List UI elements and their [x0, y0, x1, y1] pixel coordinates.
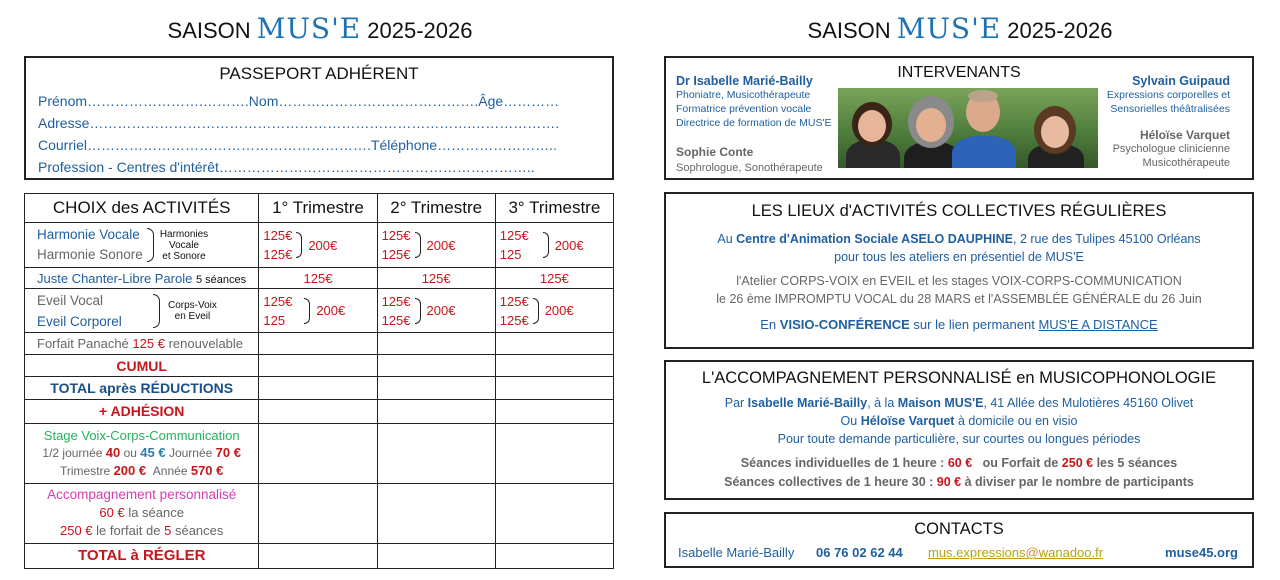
t3-juste-chanter-price[interactable]: 125€ — [495, 268, 613, 289]
half-day-price-alt: 45 € — [140, 444, 166, 460]
lieux-box — [664, 192, 1254, 349]
cumul-label: CUMUL — [25, 355, 259, 377]
accomp-cell[interactable] — [25, 483, 259, 543]
accomp-text: à domicile ou en visio — [957, 414, 1078, 428]
harmonie-sonore-label[interactable]: Harmonie Sonore — [37, 247, 143, 263]
t1-cumul-cell[interactable] — [259, 355, 377, 377]
person-figure — [952, 136, 1016, 168]
t1-accomp-cell[interactable] — [259, 483, 377, 543]
t3-eveil-price[interactable] — [495, 289, 613, 333]
trimester-price: 200 € — [113, 462, 147, 478]
sessions-count: 5 séances — [195, 273, 247, 286]
price-total: 200€ — [426, 237, 456, 253]
accomp-text: Séances individuelles de 1 heure : — [740, 456, 945, 470]
trimester-2-header: 2° Trimestre — [377, 194, 495, 223]
price-total: 200€ — [308, 237, 338, 253]
table-row-harmonies — [25, 223, 614, 268]
t2-total-cell[interactable] — [377, 543, 495, 568]
stage-cell[interactable] — [25, 423, 259, 483]
t2-adhesion-cell[interactable] — [377, 400, 495, 423]
t3-accomp-cell[interactable] — [495, 483, 613, 543]
price-total: 200€ — [426, 303, 456, 319]
price-brace — [415, 298, 421, 324]
intervenant-role: Musicothérapeute — [1142, 157, 1230, 169]
accomp-text: à diviser par le nombre de participants — [964, 475, 1194, 489]
price-a: 125€ — [499, 293, 529, 309]
year-label: Année — [152, 463, 188, 478]
price-brace — [543, 232, 549, 258]
accomp-line-1 — [666, 394, 1252, 412]
practitioner-name: Isabelle Marié-Bailly — [747, 396, 868, 410]
table-row-juste-chanter — [25, 268, 614, 289]
passport-profession-line[interactable]: Profession - Centres d'intérêt………………………………………………………….. — [38, 159, 535, 175]
muse-distance-link[interactable]: MUS'E A DISTANCE — [1038, 317, 1158, 332]
price-a: 125€ — [381, 228, 411, 244]
t3-total-cell[interactable] — [495, 543, 613, 568]
accomp-line-3: Pour toute demande particulière, sur courtes ou longues périodes — [777, 432, 1141, 446]
price-b: 125€ — [499, 312, 529, 328]
day-label: Journée — [168, 445, 213, 460]
intervenant-role: Sensorielles théâtralisées — [1110, 103, 1230, 115]
intervenant-role: Psychologue clinicienne — [1112, 143, 1230, 155]
price-a: 125€ — [263, 293, 293, 309]
harmonie-vocale-label[interactable]: Harmonie Vocale — [37, 227, 140, 243]
t1-juste-chanter-price[interactable]: 125€ — [259, 268, 377, 289]
passport-box — [24, 56, 614, 180]
passport-address-line[interactable]: Adresse……………………………………………………………………….………………. — [38, 115, 560, 131]
intervenant-name: Héloïse Varquet — [1139, 128, 1230, 142]
right-page-title — [790, 12, 1130, 45]
harmonies-cell — [25, 223, 259, 268]
price-b: 125 — [263, 312, 286, 328]
table-header-row — [25, 194, 614, 223]
table-row-accompagnement — [25, 483, 614, 543]
half-day-label: 1/2 journée — [42, 445, 103, 460]
package-label: le forfait de — [96, 523, 161, 539]
t2-forfait-cell[interactable] — [377, 333, 495, 355]
group-label-line: Harmonies — [159, 228, 209, 240]
t2-stage-cell[interactable] — [377, 423, 495, 483]
intervenant-role: Phoniatre, Musicothérapeute — [676, 89, 811, 101]
t3-stage-cell[interactable] — [495, 423, 613, 483]
group-brace — [153, 294, 160, 328]
table-row-adhesion — [25, 400, 614, 423]
t3-adhesion-cell[interactable] — [495, 400, 613, 423]
t2-accomp-cell[interactable] — [377, 483, 495, 543]
package-price: 250 € — [1061, 456, 1094, 470]
stage-title: Stage Voix-Corps-Communication — [43, 427, 240, 443]
venue-address: , 2 rue des Tulipes 45100 Orléans — [1013, 232, 1201, 246]
accompagnement-box — [664, 360, 1254, 500]
venue-name: Maison MUS'E — [897, 396, 984, 410]
accomp-text: Séances collectives de 1 heure 30 : — [724, 475, 934, 489]
price-brace — [304, 298, 310, 324]
accomp-text: Ou — [840, 414, 858, 428]
eveil-corporel-label[interactable]: Eveil Corporel — [37, 313, 122, 329]
eveil-vocal-label[interactable]: Eveil Vocal — [37, 292, 104, 308]
brand-logo: MUS'E — [896, 12, 1002, 45]
passport-contact-line[interactable]: Courriel…………………………………………………….Téléphone…………………….. — [38, 137, 557, 153]
lieux-line-5 — [666, 316, 1252, 334]
accompagnement-heading: L'ACCOMPAGNEMENT PERSONNALISÉ en MUSICOPHONOLOGIE — [701, 369, 1217, 387]
t1-eveil-price[interactable] — [259, 289, 377, 333]
price-b: 125€ — [381, 312, 411, 328]
forfait-price: 125 € — [132, 336, 165, 352]
person-figure — [968, 90, 998, 102]
price-total: 200€ — [316, 303, 346, 319]
intervenant-sophie — [676, 144, 823, 176]
package-sessions-label: séances — [174, 523, 224, 539]
table-row-total-reductions — [25, 377, 614, 400]
activities-table — [24, 193, 614, 569]
trimester-1-header: 1° Trimestre — [259, 194, 377, 223]
accomp-line-5 — [666, 473, 1252, 492]
price-a: 125€ — [381, 293, 411, 309]
forfait-renew-label: renouvelable — [168, 336, 244, 352]
accomp-text: les 5 séances — [1096, 456, 1178, 470]
total-reductions-label: TOTAL après RÉDUCTIONS — [25, 377, 259, 400]
year-price: 570 € — [190, 462, 224, 478]
passport-name-line[interactable]: Prénom…………………….……….Nom…………………………………….Âge………… — [38, 93, 560, 109]
package-price: 250 € — [59, 523, 93, 539]
t3-forfait-cell[interactable] — [495, 333, 613, 355]
lieux-line-3: l'Atelier CORPS-VOIX en EVEIL et les stages VOIX-CORPS-COMMUNICATION — [736, 274, 1182, 288]
intervenants-heading: INTERVENANTS — [897, 64, 1021, 81]
intervenant-name: Sophie Conte — [676, 145, 754, 159]
price-b: 125€ — [381, 247, 411, 263]
t3-harmonies-price[interactable] — [495, 223, 613, 268]
brand-logo: MUS'E — [256, 12, 362, 45]
group-brace — [147, 228, 154, 262]
contacts-box — [664, 512, 1254, 568]
intervenant-name: Dr Isabelle Marié-Bailly — [676, 74, 813, 88]
t1-forfait-cell[interactable] — [259, 333, 377, 355]
group-label-line: Vocale — [168, 239, 199, 251]
package-count: 5 — [164, 523, 172, 539]
price-total: 200€ — [544, 303, 574, 319]
lieux-line-2: pour tous les ateliers en présentiel de MUS'E — [834, 250, 1084, 264]
intervenant-sylvain — [1107, 74, 1230, 116]
title-prefix: SAISON — [807, 18, 891, 43]
accomp-title: Accompagnement personnalisé — [47, 487, 237, 503]
activities-column-header: CHOIX des ACTIVITÉS — [25, 194, 259, 223]
session-label: la séance — [128, 505, 184, 521]
group-price: 90 € — [936, 475, 962, 489]
table-row-forfait — [25, 333, 614, 355]
t1-total-cell[interactable] — [259, 543, 377, 568]
accomp-text: , à la — [867, 396, 895, 410]
venue-address: , 41 Allée des Mulotières 45160 Olivet — [983, 396, 1194, 410]
accomp-text: Par — [724, 396, 745, 410]
person-figure — [858, 110, 886, 142]
accomp-line-4 — [666, 454, 1252, 473]
t2-eveil-price[interactable] — [377, 289, 495, 333]
price-a: 125€ — [263, 228, 293, 244]
lieux-text: En — [760, 317, 777, 332]
trimester-label: Trimestre — [60, 463, 111, 478]
price-brace — [533, 298, 539, 324]
title-year: 2025-2026 — [367, 18, 473, 43]
table-row-eveil — [25, 289, 614, 333]
group-label-line: et Sonore — [162, 250, 206, 262]
forfait-label: Forfait Panaché — [37, 336, 129, 352]
session-price: 60 € — [99, 505, 125, 521]
price-b: 125€ — [263, 247, 293, 263]
group-label-line: Corps-Voix — [168, 299, 217, 311]
group-label-line: en Eveil — [174, 310, 211, 322]
contact-email-link[interactable]: mus.expressions@wanadoo.fr — [928, 545, 1104, 560]
person-figure — [1041, 116, 1069, 148]
left-page-title — [150, 12, 490, 45]
total-label: TOTAL à RÉGLER — [25, 543, 259, 568]
t3-total-reductions-cell[interactable] — [495, 377, 613, 400]
individual-price: 60 € — [947, 456, 973, 470]
team-photo — [838, 88, 1098, 168]
price-total: 200€ — [554, 237, 584, 253]
visio-label: VISIO-CONFÉRENCE — [779, 317, 910, 332]
table-row-cumul — [25, 355, 614, 377]
price-brace — [415, 232, 421, 258]
venue-name: Centre d'Animation Sociale ASELO DAUPHINE — [736, 232, 1013, 246]
lieux-text: sur le lien permanent — [913, 317, 1035, 332]
contact-phone[interactable]: 06 76 02 62 44 — [816, 545, 903, 560]
day-price: 70 € — [215, 444, 241, 460]
forfait-cell[interactable] — [25, 333, 259, 355]
eveil-cell — [25, 289, 259, 333]
t2-total-reductions-cell[interactable] — [377, 377, 495, 400]
juste-chanter-cell[interactable] — [25, 268, 259, 289]
price-b: 125 — [499, 247, 522, 263]
intervenant-role: Sophrologue, Sonothérapeute — [676, 162, 823, 174]
title-prefix: SAISON — [167, 18, 251, 43]
intervenant-heloise — [1113, 128, 1230, 170]
t3-cumul-cell[interactable] — [495, 355, 613, 377]
contact-name: Isabelle Marié-Bailly — [678, 545, 795, 560]
juste-chanter-label: Juste Chanter-Libre Parole — [37, 270, 193, 286]
t1-stage-cell[interactable] — [259, 423, 377, 483]
t1-harmonies-price[interactable] — [259, 223, 377, 268]
table-row-total — [25, 543, 614, 568]
website-link[interactable]: muse45.org — [1165, 545, 1238, 560]
trimester-3-header: 3° Trimestre — [495, 194, 613, 223]
price-a: 125€ — [499, 228, 529, 244]
lieux-line-4: le 26 ème IMPROMPTU VOCAL du 28 MARS et l'ASSEMBLÉE GÉNÉRALE du 26 Juin — [716, 292, 1202, 306]
title-year: 2025-2026 — [1007, 18, 1113, 43]
intervenant-isabelle — [676, 74, 831, 130]
t1-adhesion-cell[interactable] — [259, 400, 377, 423]
intervenant-role: Formatrice prévention vocale — [676, 103, 812, 115]
intervenant-role: Expressions corporelles et — [1106, 89, 1230, 101]
t1-total-reductions-cell[interactable] — [259, 377, 377, 400]
half-day-price: 40 — [105, 444, 121, 460]
accomp-line-2 — [666, 412, 1252, 430]
practitioner-name: Héloïse Varquet — [860, 414, 955, 428]
lieux-text: Au — [717, 232, 733, 246]
lieux-line-1 — [666, 230, 1252, 248]
t2-cumul-cell[interactable] — [377, 355, 495, 377]
price-brace — [296, 232, 302, 258]
or-label: ou — [123, 445, 137, 460]
t2-juste-chanter-price[interactable]: 125€ — [377, 268, 495, 289]
accomp-text: ou Forfait de — [982, 456, 1059, 470]
passport-heading: PASSEPORT ADHÉRENT — [219, 64, 419, 83]
person-figure — [916, 108, 946, 142]
table-row-stage — [25, 423, 614, 483]
adhesion-label: + ADHÉSION — [25, 400, 259, 423]
contacts-heading: CONTACTS — [914, 520, 1004, 538]
t2-harmonies-price[interactable] — [377, 223, 495, 268]
intervenant-name: Sylvain Guipaud — [1132, 74, 1230, 88]
lieux-heading: LES LIEUX d'ACTIVITÉS COLLECTIVES RÉGULIÈRES — [751, 202, 1167, 220]
intervenant-role: Directrice de formation de MUS'E — [676, 117, 832, 129]
